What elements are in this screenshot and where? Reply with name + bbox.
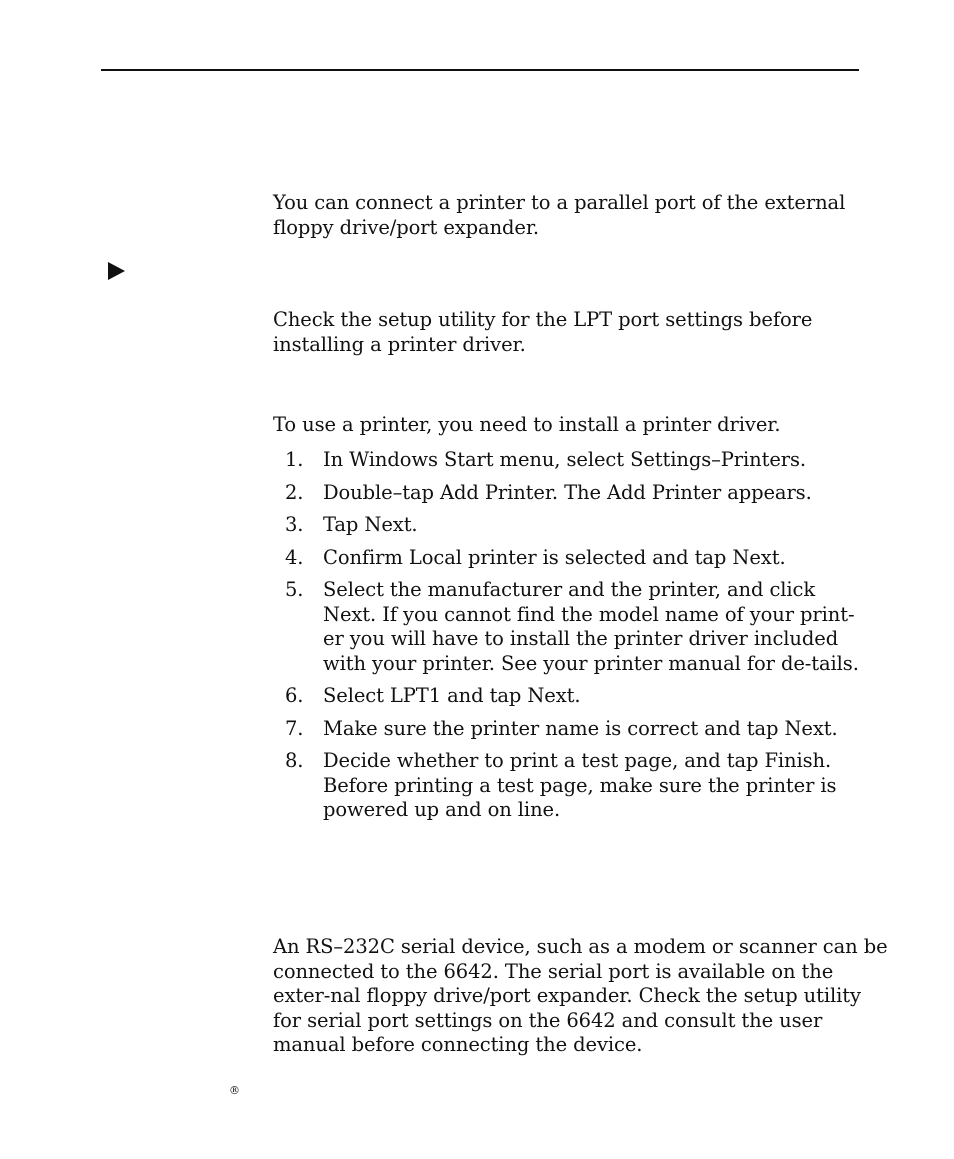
step-number: 1.: [285, 448, 304, 471]
step-number: 3.: [285, 513, 304, 536]
list-item: [273, 717, 863, 742]
list-item: [273, 448, 863, 473]
step-number: 5.: [285, 578, 304, 601]
serial-paragraph: An RS–232C serial device, such as a modem or scanner can be connected to the 6642. The serial port is available on the exter-nal floppy drive/port expander. Check the setup utility for serial port settings on the 6642 and consult the user manual before connecting the device.: [273, 935, 888, 1056]
note-arrow-icon: [108, 262, 125, 280]
step-number: 7.: [285, 716, 304, 740]
list-item: [273, 749, 863, 823]
list-item: [273, 684, 863, 709]
step-text: Select the manufacturer and the printer, and click Next. If you cannot find the model name of your print-er you will have to install the printer driver included with your printer. See your printer manual for de-tails.: [323, 578, 859, 675]
list-item: [273, 481, 863, 506]
list-item: [273, 578, 863, 676]
step-text: Decide whether to print a test page, and tap Finish. Before printing a test page, make sure the printer is powered up and on line.: [323, 749, 837, 821]
step-text: Double–tap Add Printer. The Add Printer appears.: [323, 480, 812, 504]
intro-paragraph: You can connect a printer to a parallel port of the external floppy drive/port expander.: [273, 191, 846, 239]
step-text: Confirm Local printer is selected and tap Next.: [323, 545, 786, 569]
list-item: [273, 513, 863, 538]
header-rule: [101, 69, 859, 71]
step-text: Select LPT1 and tap Next.: [323, 684, 581, 707]
note-paragraph: Check the setup utility for the LPT port settings before installing a printer driver.: [273, 308, 813, 356]
step-number: 2.: [285, 480, 304, 504]
driver-intro-paragraph: To use a printer, you need to install a printer driver.: [273, 413, 781, 436]
install-steps-list: [273, 448, 863, 831]
registered-mark: ®: [229, 1084, 240, 1097]
step-number: 6.: [285, 684, 304, 707]
step-text: In Windows Start menu, select Settings–Printers.: [323, 448, 807, 471]
step-text: Tap Next.: [323, 513, 418, 536]
step-number: 4.: [285, 545, 304, 569]
list-item: [273, 546, 863, 571]
step-number: 8.: [285, 749, 304, 772]
step-text: Make sure the printer name is correct and tap Next.: [323, 716, 838, 740]
